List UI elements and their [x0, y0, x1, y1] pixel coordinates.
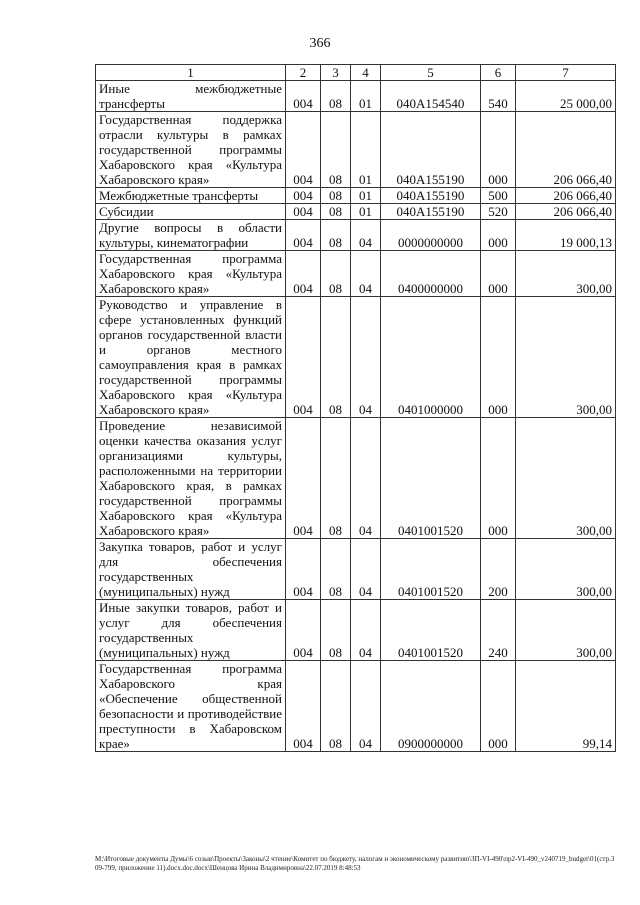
table-row [96, 188, 616, 204]
table-row [96, 251, 616, 297]
row-code-ministry: 004 [286, 220, 321, 251]
row-amount: 300,00 [516, 418, 616, 539]
row-code-expense-type: 240 [481, 600, 516, 661]
row-amount: 300,00 [516, 600, 616, 661]
row-name: Субсидии [96, 204, 286, 220]
row-code-subsection: 01 [351, 112, 381, 188]
row-code-target: 0401000000 [381, 297, 481, 418]
header-row [96, 65, 616, 81]
row-code-subsection: 04 [351, 539, 381, 600]
table-row [96, 418, 616, 539]
row-name: Закупка товаров, работ и услуг для обеспечения государственных (муниципальных) нужд [96, 539, 286, 600]
row-amount: 19 000,13 [516, 220, 616, 251]
row-name: Межбюджетные трансферты [96, 188, 286, 204]
table-row [96, 220, 616, 251]
table-row [96, 297, 616, 418]
row-code-section: 08 [321, 188, 351, 204]
row-code-target: 040A154540 [381, 81, 481, 112]
row-code-ministry: 004 [286, 418, 321, 539]
row-code-subsection: 04 [351, 418, 381, 539]
row-code-target: 0401001520 [381, 600, 481, 661]
row-code-subsection: 01 [351, 81, 381, 112]
row-code-expense-type: 520 [481, 204, 516, 220]
row-amount: 206 066,40 [516, 204, 616, 220]
row-amount: 206 066,40 [516, 188, 616, 204]
row-code-target: 0401001520 [381, 539, 481, 600]
row-name: Государственная поддержка отрасли культуры в рамках государственной программы Хабаровского края «Культура Хабаровского края» [96, 112, 286, 188]
row-name: Другие вопросы в области культуры, кинематографии [96, 220, 286, 251]
column-header: 6 [481, 65, 516, 81]
row-code-ministry: 004 [286, 661, 321, 752]
row-code-ministry: 004 [286, 539, 321, 600]
table-row [96, 661, 616, 752]
row-code-subsection: 04 [351, 600, 381, 661]
row-code-subsection: 01 [351, 188, 381, 204]
row-code-section: 08 [321, 220, 351, 251]
page-number: 366 [309, 36, 331, 51]
row-code-section: 08 [321, 204, 351, 220]
row-code-target: 0401001520 [381, 418, 481, 539]
table-row [96, 600, 616, 661]
row-code-section: 08 [321, 661, 351, 752]
row-code-ministry: 004 [286, 600, 321, 661]
row-code-ministry: 004 [286, 188, 321, 204]
row-code-section: 08 [321, 600, 351, 661]
row-code-target: 040A155190 [381, 112, 481, 188]
row-amount: 206 066,40 [516, 112, 616, 188]
row-code-target: 0400000000 [381, 251, 481, 297]
row-code-ministry: 004 [286, 81, 321, 112]
column-header: 3 [321, 65, 351, 81]
row-code-target: 040A155190 [381, 188, 481, 204]
column-header: 1 [96, 65, 286, 81]
row-code-subsection: 04 [351, 220, 381, 251]
table-row [96, 539, 616, 600]
row-name: Иные закупки товаров, работ и услуг для обеспечения государственных (муниципальных) нужд [96, 600, 286, 661]
row-code-expense-type: 000 [481, 661, 516, 752]
budget-table [95, 64, 616, 752]
table-row [96, 81, 616, 112]
row-amount: 99,14 [516, 661, 616, 752]
row-code-expense-type: 500 [481, 188, 516, 204]
row-code-ministry: 004 [286, 251, 321, 297]
row-name: Руководство и управление в сфере установленных функций органов государственной власти и органов местного самоуправления края в рамках государственной программы Хабаровского края «Культура Хабаровского края» [96, 297, 286, 418]
row-code-ministry: 004 [286, 297, 321, 418]
table-row [96, 204, 616, 220]
column-header: 5 [381, 65, 481, 81]
row-code-expense-type: 000 [481, 251, 516, 297]
column-header: 2 [286, 65, 321, 81]
row-name: Иные межбюджетные трансферты [96, 81, 286, 112]
row-amount: 300,00 [516, 251, 616, 297]
row-code-subsection: 01 [351, 204, 381, 220]
row-name: Государственная программа Хабаровского края «Обеспечение общественной безопасности и противодействие преступности в Хабаровском крае» [96, 661, 286, 752]
row-amount: 25 000,00 [516, 81, 616, 112]
row-code-subsection: 04 [351, 661, 381, 752]
row-code-target: 040A155190 [381, 204, 481, 220]
row-code-expense-type: 200 [481, 539, 516, 600]
table-row [96, 112, 616, 188]
row-code-expense-type: 540 [481, 81, 516, 112]
row-code-ministry: 004 [286, 112, 321, 188]
column-header: 7 [516, 65, 616, 81]
row-code-section: 08 [321, 539, 351, 600]
row-code-target: 0000000000 [381, 220, 481, 251]
row-code-section: 08 [321, 251, 351, 297]
row-code-subsection: 04 [351, 297, 381, 418]
row-name: Проведение независимой оценки качества оказания услуг организациями культуры, расположенными на территории Хабаровского края, в рамках государственной программы Хабаровского края «Культура Хабаровского края» [96, 418, 286, 539]
row-code-expense-type: 000 [481, 112, 516, 188]
row-code-expense-type: 000 [481, 220, 516, 251]
row-code-expense-type: 000 [481, 297, 516, 418]
row-code-expense-type: 000 [481, 418, 516, 539]
row-code-target: 0900000000 [381, 661, 481, 752]
row-name: Государственная программа Хабаровского края «Культура Хабаровского края» [96, 251, 286, 297]
column-header: 4 [351, 65, 381, 81]
row-code-section: 08 [321, 418, 351, 539]
file-path-footer: M:\Итоговые документы Думы\6 созыв\Проекты\Законы\2 чтение\Комитет по бюджету, налогам и экономическому развитию\ЗП-VI-490\пр2-VI-490_v240719_budget\01(стр.309-799, приложение 11).docx.doc.docx\Шенцова Ирина Владимировна\22.07.2019 8:48:53 [95, 855, 615, 872]
row-code-section: 08 [321, 297, 351, 418]
row-amount: 300,00 [516, 539, 616, 600]
row-amount: 300,00 [516, 297, 616, 418]
row-code-section: 08 [321, 81, 351, 112]
row-code-ministry: 004 [286, 204, 321, 220]
row-code-subsection: 04 [351, 251, 381, 297]
row-code-section: 08 [321, 112, 351, 188]
